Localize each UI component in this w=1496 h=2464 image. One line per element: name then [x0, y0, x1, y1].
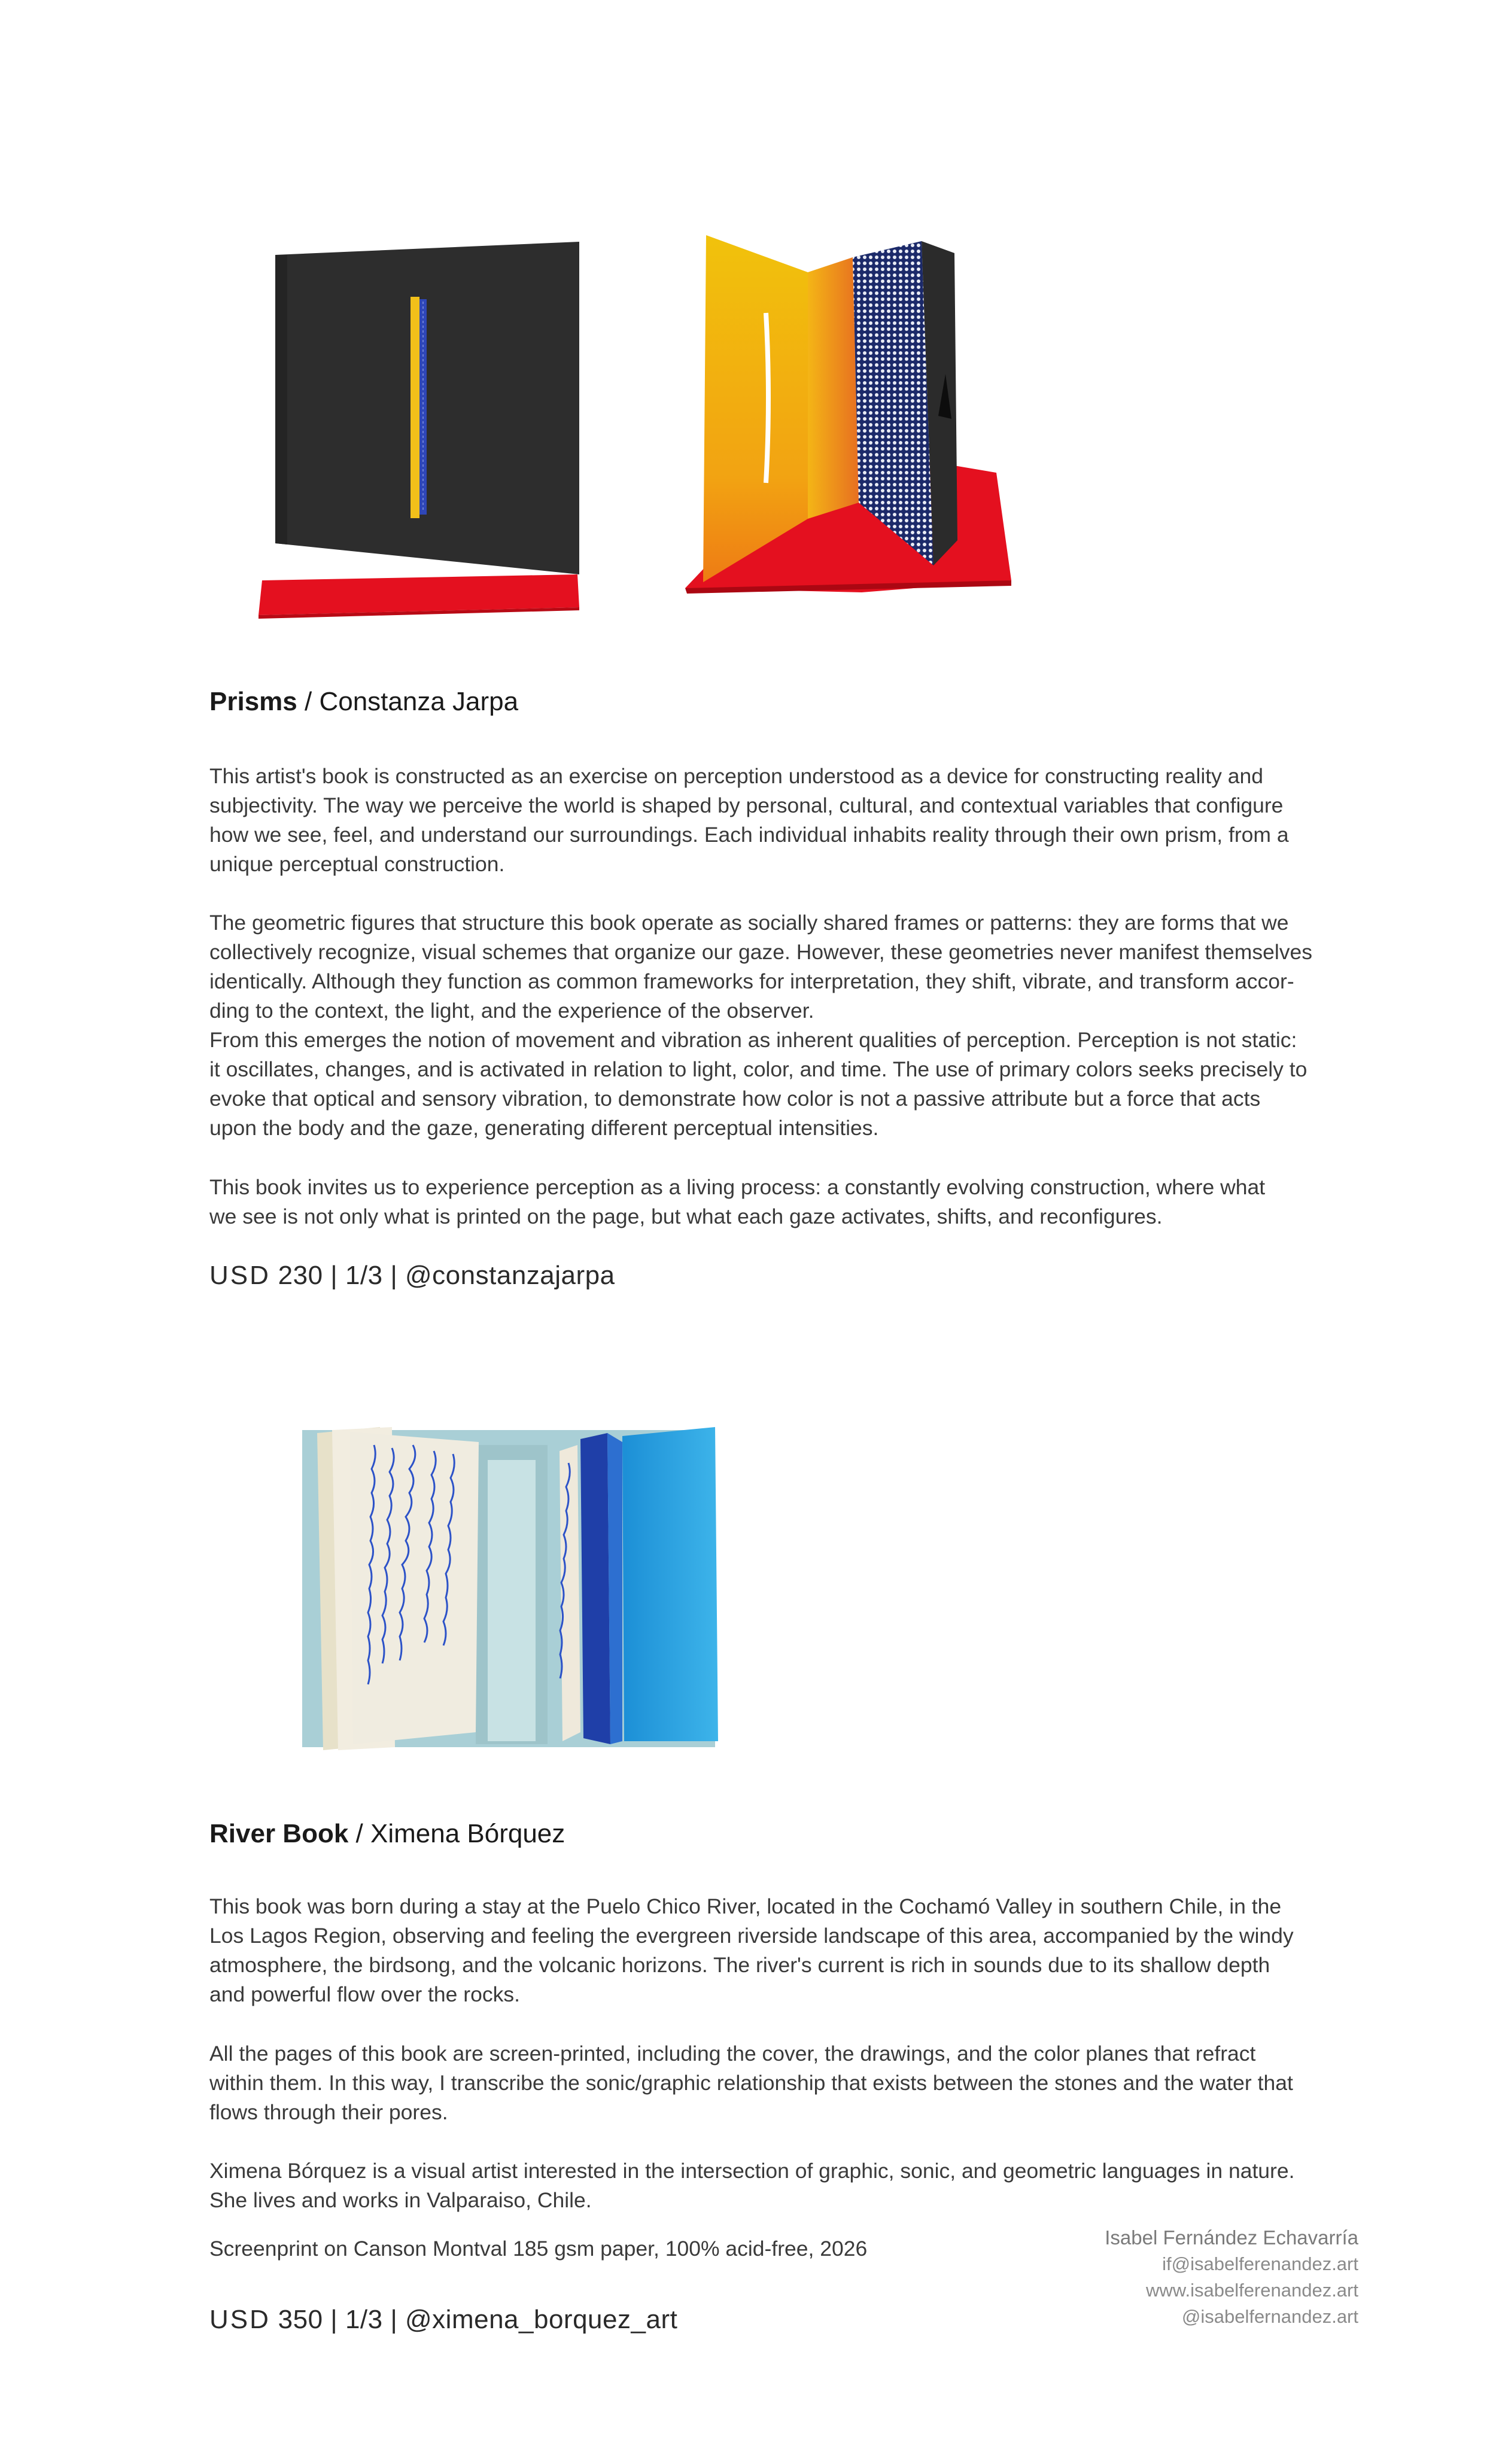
text-line: collectively recognize, visual schemes that organize our gaze. However, these geometries never manifest themselves [209, 940, 1312, 964]
text-line: flows through their pores. [209, 2100, 448, 2124]
contact-name: Isabel Fernández Echavarría [1105, 2226, 1358, 2249]
text-line: it oscillates, changes, and is activated in relation to light, color, and time. The use of primary colors seeks precisely to [209, 1057, 1308, 1081]
text-line: upon the body and the gaze, generating different perceptual intensities. [209, 1116, 879, 1140]
prisms-photo-open [670, 224, 1011, 607]
prisms-photo-closed [251, 239, 586, 622]
river-book-paragraph-3 [209, 2156, 1370, 2215]
text-line: atmosphere, the birdsong, and the volcanic horizons. The river's current is rich in sounds due to its shallow depth [209, 1953, 1270, 1977]
contact-instagram[interactable]: @isabelfernandez.art [1181, 2306, 1358, 2327]
text-line: All the pages of this book are screen-printed, including the cover, the drawings, and the color planes that refract [209, 2042, 1256, 2065]
price-amount: 350 [278, 2305, 323, 2334]
river-book-photo [296, 1427, 721, 1753]
prisms-price-line: USD 230 | 1/3 | @constanzajarpa [209, 1261, 615, 1290]
prisms-paragraph-1 [209, 762, 1370, 879]
prisms-paragraph-3 [209, 1173, 1370, 1231]
river-book-technique: Screenprint on Canson Montval 185 gsm paper, 100% acid-free, 2026 [209, 2237, 868, 2261]
prisms-heading [209, 687, 518, 717]
text-line: evoke that optical and sensory vibration, to demonstrate how color is not a passive attribute but a force that acts [209, 1087, 1261, 1111]
text-line: She lives and works in Valparaiso, Chile. [209, 2188, 592, 2212]
text-line: subjectivity. The way we perceive the world is shaped by personal, cultural, and contextual variables that configure [209, 793, 1284, 817]
text-line: Ximena Bórquez is a visual artist interested in the intersection of graphic, sonic, and geometric languages in nature. [209, 2159, 1295, 2183]
river-book-paragraph-1 [209, 1892, 1370, 2009]
text-line: The geometric figures that structure this book operate as socially shared frames or patterns: they are forms that we [209, 911, 1289, 935]
text-line: identically. Although they function as common frameworks for interpretation, they shift, vibrate, and transform accor- [209, 969, 1294, 993]
river-book-artist: Ximena Bórquez [370, 1819, 565, 1848]
text-line: From this emerges the notion of movement and vibration as inherent qualities of perception. Perception is not static: [209, 1028, 1297, 1052]
text-line: ding to the context, the light, and the experience of the observer. [209, 999, 814, 1023]
text-line: Los Lagos Region, observing and feeling the evergreen riverside landscape of this area, accompanied by the windy [209, 1924, 1294, 1948]
prisms-paragraph-2 [209, 908, 1370, 1143]
contact-block [1105, 2225, 1358, 2330]
river-book-heading [209, 1819, 565, 1849]
artist-handle: @constanzajarpa [405, 1261, 615, 1290]
title-separator: / [348, 1819, 370, 1848]
contact-email[interactable]: if@isabelferenandez.art [1162, 2253, 1358, 2274]
text-line: and powerful flow over the rocks. [209, 1982, 520, 2006]
text-line: This book invites us to experience perception as a living process: a constantly evolving construction, where what [209, 1175, 1266, 1199]
edition: 1/3 [345, 2305, 383, 2334]
text-line: This artist's book is constructed as an exercise on perception understood as a device for constructing reality and [209, 764, 1264, 788]
river-book-title: River Book [209, 1819, 349, 1848]
edition: 1/3 [345, 1261, 383, 1290]
artist-handle: @ximena_borquez_art [405, 2305, 678, 2334]
contact-website[interactable]: www.isabelferenandez.art [1146, 2280, 1358, 2301]
prisms-title: Prisms [209, 687, 297, 716]
text-line: we see is not only what is printed on the page, but what each gaze activates, shifts, and reconfigures. [209, 1204, 1163, 1228]
currency: USD [209, 1261, 270, 1290]
text-line: unique perceptual construction. [209, 852, 505, 876]
text-line: how we see, feel, and understand our surroundings. Each individual inhabits reality through their own prism, from a [209, 823, 1289, 847]
title-separator: / [297, 687, 320, 716]
text-line: This book was born during a stay at the Puelo Chico River, located in the Cochamó Valley in southern Chile, in the [209, 1894, 1282, 1918]
text-line: within them. In this way, I transcribe the sonic/graphic relationship that exists between the stones and the water that [209, 2071, 1293, 2095]
river-book-paragraph-2 [209, 2039, 1370, 2127]
prisms-artist: Constanza Jarpa [319, 687, 519, 716]
river-book-price-line: USD 350 | 1/3 | @ximena_borquez_art [209, 2305, 678, 2334]
price-amount: 230 [278, 1261, 323, 1290]
currency: USD [209, 2305, 270, 2334]
